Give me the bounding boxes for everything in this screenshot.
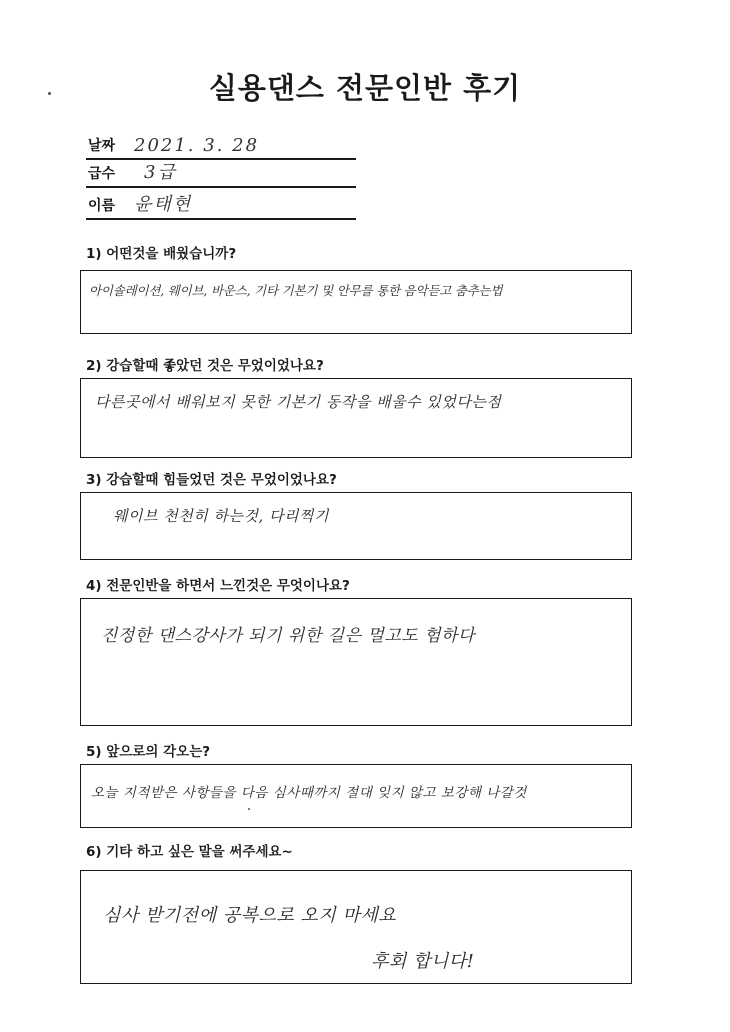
answer-box-5 [80,764,632,828]
answer-box-2 [80,378,632,458]
question-4-label: 4) 전문인반을 하면서 느낀것은 무엇이나요? [86,578,350,594]
answer-6-line-1: 심사 받기전에 공복으로 오지 마세요 [103,905,397,926]
name-label: 이름 [88,198,116,214]
answer-1-line-1: 아이솔레이션, 웨이브, 바운스, 기타 기본기 및 안무를 통한 음악듣고 춤추는법 [89,283,503,298]
name-row [86,194,356,220]
name-value: 윤태현 [134,194,193,215]
question-3-label: 3) 강습할때 힘들었던 것은 무었이었나요? [86,472,337,488]
grade-label: 급수 [88,166,116,182]
answer-box-3 [80,492,632,560]
answer-4-line-1: 진정한 댄스강사가 되기 위한 길은 멀고도 험하다 [101,626,475,646]
question-2-label: 2) 강습할때 좋았던 것은 무었이었나요? [86,358,324,374]
grade-value: 3급 [144,162,177,183]
scan-speck [248,808,250,810]
question-5-label: 5) 앞으로의 각오는? [86,744,211,760]
grade-row [86,162,356,188]
answer-box-1 [80,270,632,334]
date-label: 날짜 [88,138,116,154]
answer-3-line-1: 웨이브 천천히 하는것, 다리찍기 [113,507,329,525]
answer-5-line-1: 오늘 지적받은 사항들을 다음 심사때까지 절대 잊지 않고 보강해 나갈것 [91,785,527,801]
answer-6-line-2: 후회 합니다! [371,951,475,972]
answer-2-line-1: 다른곳에서 배워보지 못한 기본기 동작을 배울수 있었다는점 [95,393,502,411]
question-6-label: 6) 기타 하고 싶은 말을 써주세요~ [86,844,293,860]
answer-box-6 [80,870,632,984]
page-title: 실용댄스 전문인반 후기 [208,71,522,105]
answer-box-4 [80,598,632,726]
scan-speck [48,92,51,95]
date-value: 2021. 3. 28 [134,135,260,156]
date-row [86,134,356,160]
question-1-label: 1) 어떤것을 배웠습니까? [86,246,237,262]
